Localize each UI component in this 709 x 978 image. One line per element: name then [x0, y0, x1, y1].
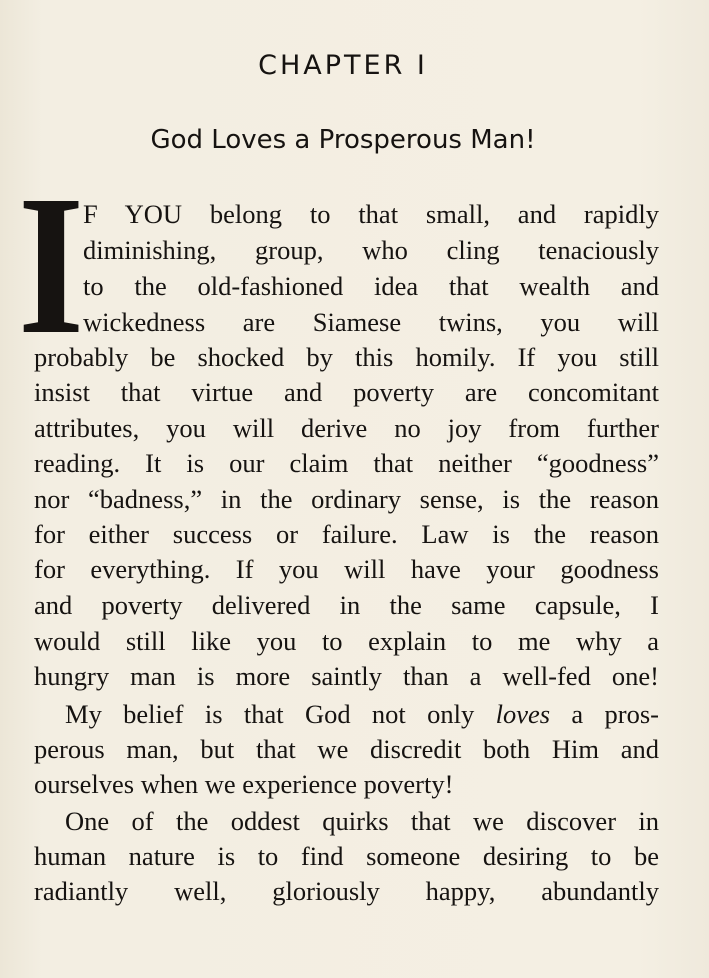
text-line: to the old-fashioned idea that wealth and — [83, 271, 659, 301]
chapter-title: God Loves a Prosperous Man! — [150, 125, 536, 155]
text-line: perous man, but that we discredit both Him and — [34, 734, 659, 764]
drop-cap: I — [18, 155, 85, 376]
text-line: F YOU belong to that small, and rapidly — [83, 199, 659, 229]
text-line: and poverty delivered in the same capsule, I — [34, 590, 659, 620]
text-line: would still like you to explain to me why a — [34, 626, 659, 656]
text-line: insist that virtue and poverty are concomitant — [34, 377, 659, 407]
text-line — [34, 698, 659, 730]
text-line: reading. It is our claim that neither “goodness” — [34, 448, 659, 478]
text-line: nor “badness,” in the ordinary sense, is the reason — [34, 484, 659, 514]
text-line: radiantly well, gloriously happy, abundantly — [34, 876, 659, 906]
emphasis-loves: loves — [495, 699, 551, 729]
text-line: ourselves when we experience poverty! — [34, 769, 454, 799]
text-line: hungry man is more saintly than a well-fed one! — [34, 661, 659, 691]
text-line: for everything. If you will have your goodness — [34, 554, 659, 584]
text-line: for either success or failure. Law is the reason — [34, 519, 659, 549]
text-fragment: My belief is that God not only — [65, 699, 496, 729]
text-line: probably be shocked by this homily. If you still — [34, 342, 659, 372]
text-line: diminishing, group, who cling tenaciously — [83, 235, 659, 265]
text-line: attributes, you will derive no joy from further — [34, 413, 659, 443]
text-fragment: a pros- — [550, 699, 659, 729]
text-line: wickedness are Siamese twins, you will — [83, 307, 659, 337]
text-line: human nature is to find someone desiring to be — [34, 841, 659, 871]
chapter-heading: CHAPTER I — [258, 50, 428, 81]
text-line: One of the oddest quirks that we discover in — [65, 806, 659, 836]
